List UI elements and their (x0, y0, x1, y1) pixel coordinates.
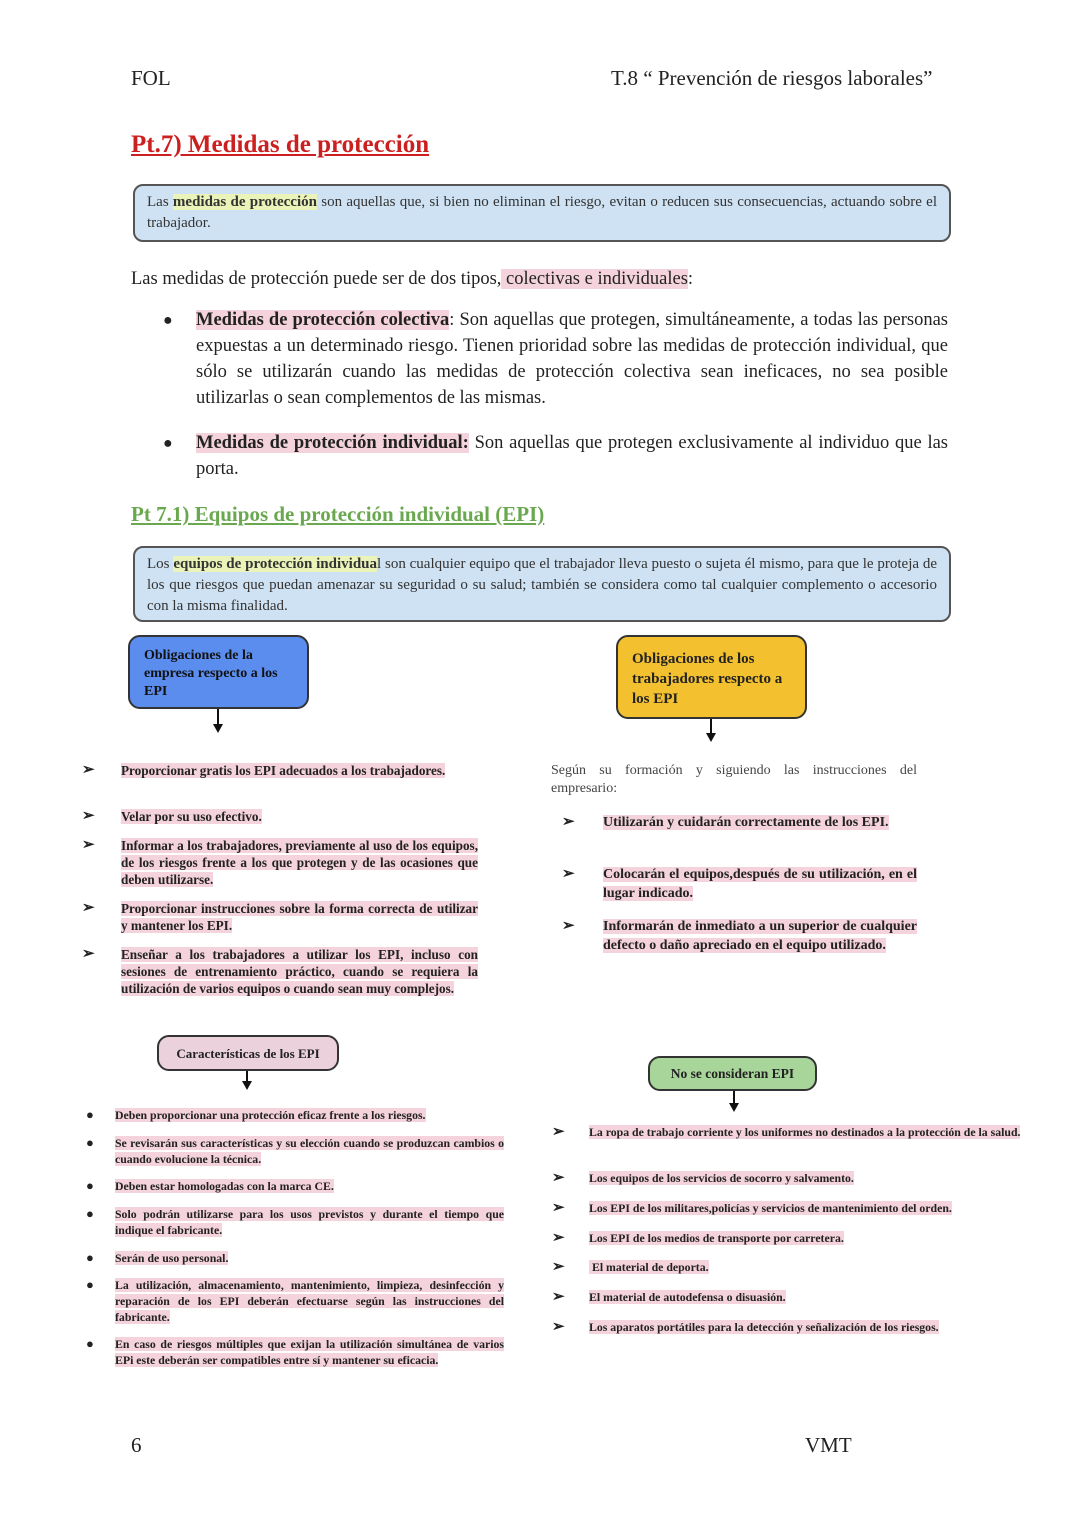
bullet-term: Medidas de protección individual: (196, 433, 469, 453)
empresa-item (121, 837, 478, 888)
no-epi-item (589, 1259, 1035, 1275)
arrowhead-bullet-icon: ➢ (552, 1230, 565, 1246)
caracteristica-item-text: Solo podrán utilizarse para los usos previstos y durante el tiempo que indique el fabricante. (115, 1207, 504, 1237)
arrow-down-icon (242, 1081, 252, 1090)
intro-paragraph (131, 266, 951, 292)
caracteristica-item (115, 1178, 504, 1194)
bullet-term: Medidas de protección colectiva (196, 310, 450, 330)
bullet-text: : Son aquellas que protegen, simultáneamente, a todas las personas expuestas a un determinado riesgo. Tienen prioridad sobre las medidas de protección individual, que sólo se utilizarán cuando las medidas de protección colectiva sean ineficaces, no sea posible utilizarlas o sean complementos de las mismas. (196, 310, 948, 408)
intro-end: : (687, 269, 694, 289)
empresa-item (121, 900, 478, 934)
caracteristica-item (115, 1336, 504, 1368)
arrowhead-bullet-icon: ➢ (562, 814, 575, 830)
empresa-item (121, 808, 478, 825)
empresa-box: Obligaciones de la empresa respecto a los EPI (128, 635, 309, 709)
caracteristica-item-text: En caso de riesgos múltiples que exijan la utilización simultánea de varios EPi este deberán ser compatibles entre sí y mantener su eficacia. (115, 1337, 504, 1367)
arrowhead-bullet-icon: ➢ (552, 1319, 565, 1335)
intro-text: Las medidas de protección puede ser de dos tipos, (131, 269, 502, 289)
definition-post: l son cualquier equipo que el trabajador lleva puesto o sujeta él mismo, para que le proteja de los que riesgos que puedan amenazar su seguridad o su salud; también se considera como tal cualquier complemento o accesorio con la misma finalidad. (147, 556, 937, 614)
no-epi-item-text: La ropa de trabajo corriente y los uniformes no destinados a la protección de la salud. (589, 1125, 1021, 1139)
caracteristica-item-text: Deben proporcionar una protección eficaz frente a los riesgos. (115, 1108, 426, 1122)
arrow-down-icon (729, 1103, 739, 1112)
caracteristica-item (115, 1206, 504, 1238)
bullet-individual (196, 430, 948, 482)
caracteristica-item (115, 1277, 504, 1325)
no-epi-item (589, 1319, 1035, 1335)
arrowhead-bullet-icon: ➢ (82, 946, 95, 962)
no-epi-item-text: Los EPI de los militares,policías y servicios de mantenimiento del orden. (589, 1201, 952, 1215)
bullet-icon: ● (86, 1178, 94, 1193)
caracteristica-item (115, 1107, 504, 1123)
definition-pre: Los (147, 556, 174, 572)
arrowhead-bullet-icon: ➢ (552, 1289, 565, 1305)
bullet-icon: ● (86, 1206, 94, 1221)
bullet-icon: ● (86, 1107, 94, 1122)
arrowhead-bullet-icon: ➢ (82, 762, 95, 778)
definition-pre: Las (147, 194, 173, 210)
caracteristica-item (115, 1250, 504, 1266)
arrowhead-bullet-icon: ➢ (552, 1259, 565, 1275)
caracteristica-item-text: La utilización, almacenamiento, mantenimiento, limpieza, desinfección y reparación de los EPI deberán efectuarse según las instrucciones del fabricante. (115, 1278, 504, 1324)
caracteristica-item (115, 1135, 504, 1167)
bullet-icon: ● (163, 312, 173, 329)
bullet-icon: ● (86, 1277, 94, 1292)
bullet-icon: ● (86, 1135, 94, 1150)
empresa-item (121, 762, 478, 779)
empresa-item (121, 946, 478, 997)
empresa-item-text: Informar a los trabajadores, previamente al uso de los equipos, de los riesgos frente a los que protegen y de las ocasiones que deben utilizarse. (121, 838, 478, 887)
trabajadores-item (603, 917, 917, 955)
no-epi-item (589, 1170, 1035, 1186)
subsection-title: Pt 7.1) Equipos de protección individual (EPI) (131, 502, 545, 526)
empresa-item-text: Proporcionar gratis los EPI adecuados a los trabajadores. (121, 763, 446, 778)
no-epi-item-text: El material de autodefensa o disuasión. (589, 1290, 786, 1304)
empresa-item-text: Proporcionar instrucciones sobre la forma correcta de utilizar y mantener los EPI. (121, 901, 478, 933)
trabajadores-item-text: Informarán de inmediato a un superior de cualquier defecto o daño apreciado en el equipo utilizado. (603, 919, 917, 953)
arrowhead-bullet-icon: ➢ (82, 837, 95, 853)
header-right: T.8 “ Prevención de riesgos laborales” (611, 66, 933, 90)
trabajadores-item (603, 865, 917, 903)
trabajadores-item (603, 813, 917, 832)
arrowhead-bullet-icon: ➢ (552, 1170, 565, 1186)
bullet-icon: ● (86, 1250, 94, 1265)
no-epi-item-text: Los EPI de los medios de transporte por carretera. (589, 1231, 844, 1245)
no-epi-item-text: Los aparatos portátiles para la detección y señalización de los riesgos. (589, 1320, 939, 1334)
bullet-colectiva (196, 307, 948, 411)
no-epi-item (589, 1200, 1035, 1216)
footer-author: VMT (805, 1433, 852, 1457)
arrow-down-icon (213, 724, 223, 733)
intro-highlight: colectivas e individuales (501, 269, 688, 289)
empresa-item-text: Enseñar a los trabajadores a utilizar los EPI, incluso con sesiones de entrenamiento práctico, cuando se requiera la utilización de varios equipos o cuando sean muy complejos. (121, 947, 478, 996)
definition-term: medidas de protección (172, 194, 317, 210)
epi-definition-box (133, 546, 951, 622)
empresa-item-text: Velar por su uso efectivo. (121, 809, 262, 824)
header-left: FOL (131, 66, 171, 90)
no-epi-item (589, 1124, 1035, 1140)
no-epi-item-text: El material de deporta. (589, 1260, 709, 1274)
no-epi-item-text: Los equipos de los servicios de socorro y salvamento. (589, 1171, 854, 1185)
trabajadores-intro: Según su formación y siguiendo las instrucciones del empresario: (551, 763, 917, 796)
page-number: 6 (131, 1433, 142, 1457)
caracteristica-item-text: Se revisarán sus características y su elección cuando se produzcan cambios o cuando evolucione la técnica. (115, 1136, 504, 1166)
arrowhead-bullet-icon: ➢ (552, 1124, 565, 1140)
no-epi-box: No se consideran EPI (648, 1056, 817, 1091)
arrowhead-bullet-icon: ➢ (562, 918, 575, 934)
bullet-icon: ● (163, 435, 173, 452)
bullet-icon: ● (86, 1336, 94, 1351)
arrowhead-bullet-icon: ➢ (552, 1200, 565, 1216)
bullet-text: Son aquellas que protegen exclusivamente al individuo que las porta. (196, 433, 948, 479)
trabajadores-item-text: Colocarán el equipos,después de su utilización, en el lugar indicado. (603, 867, 917, 901)
definition-post: son aquellas que, si bien no eliminan el riesgo, evitan o reducen sus consecuencias, actuando sobre el trabajador. (147, 194, 937, 231)
no-epi-item (589, 1289, 1035, 1305)
no-epi-item (589, 1230, 1035, 1246)
caracteristicas-box: Características de los EPI (157, 1035, 339, 1071)
section-title: Pt.7) Medidas de protección (131, 131, 430, 158)
trabajadores-item-text: Utilizarán y cuidarán correctamente de los EPI. (603, 815, 889, 830)
definition-term: equipos de protección individua (173, 556, 378, 572)
arrowhead-bullet-icon: ➢ (82, 808, 95, 824)
arrowhead-bullet-icon: ➢ (82, 900, 95, 916)
arrowhead-bullet-icon: ➢ (562, 866, 575, 882)
definition-box (133, 184, 951, 242)
trabajadores-box: Obligaciones de los trabajadores respecto a los EPI (616, 635, 807, 719)
caracteristica-item-text: Serán de uso personal. (115, 1251, 229, 1265)
arrow-down-icon (706, 733, 716, 742)
caracteristica-item-text: Deben estar homologadas con la marca CE. (115, 1179, 334, 1193)
